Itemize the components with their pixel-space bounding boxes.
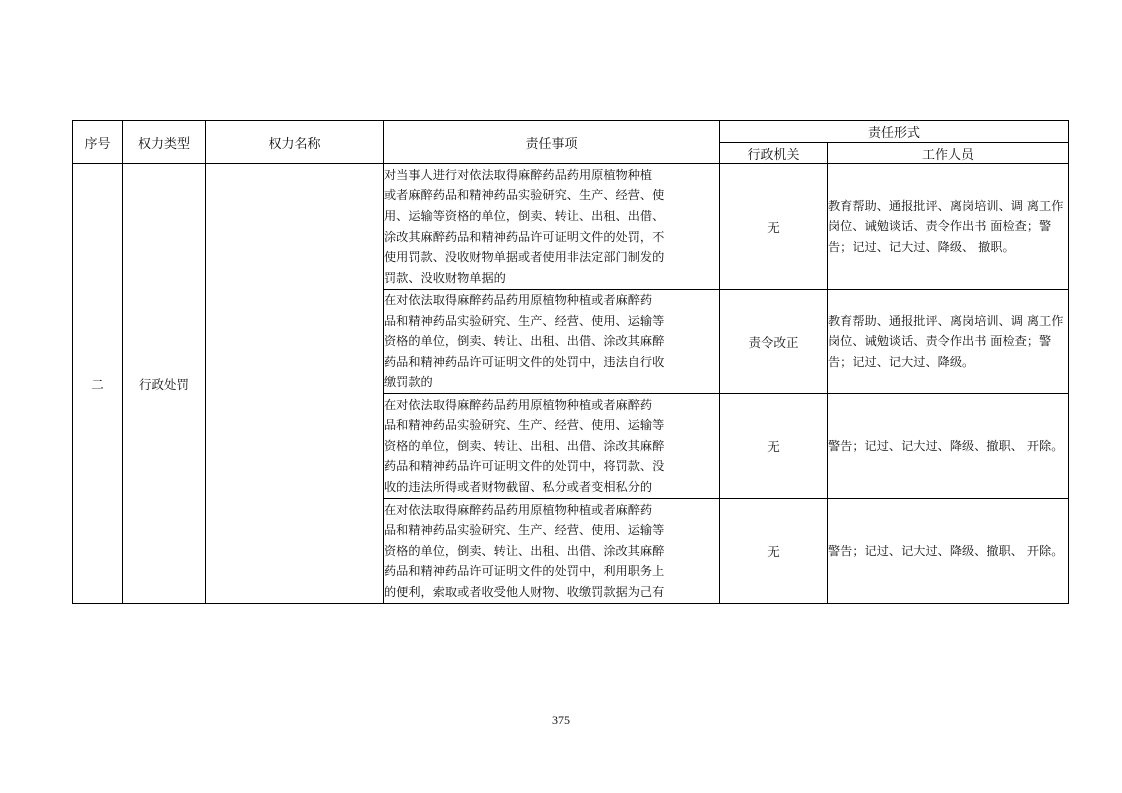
cell-agency: 无	[720, 394, 828, 499]
header-row-top	[73, 121, 1069, 143]
header-responsibility-form: 责任形式	[720, 121, 1069, 143]
cell-staff: 教育帮助、通报批评、离岗培训、调 离工作岗位、诫勉谈话、责令作出书 面检查；警告；记过、记大过、降级。	[828, 290, 1069, 394]
cell-staff: 警告；记过、记大过、降级、撤职、 开除。	[828, 394, 1069, 499]
header-power-type: 权力类型	[123, 121, 206, 164]
header-power-name: 权力名称	[206, 121, 384, 164]
cell-power-type: 行政处罚	[123, 164, 206, 604]
cell-power-name	[206, 164, 384, 604]
cell-agency: 责令改正	[720, 290, 828, 394]
header-responsibility-items: 责任事项	[384, 121, 720, 164]
header-staff: 工作人员	[828, 143, 1069, 164]
cell-staff: 教育帮助、通报批评、离岗培训、调 离工作岗位、诫勉谈话、责令作出书 面检查；警告；记过、记大过、降级、 撤职。	[828, 164, 1069, 290]
header-agency: 行政机关	[720, 143, 828, 164]
duty-table	[72, 120, 1069, 604]
header-seq: 序号	[73, 121, 123, 164]
cell-task: 在对依法取得麻醉药品药用原植物种植或者麻醉药 品和精神药品实验研究、生产、经营、使用、运输等 资格的单位，倒卖、转让、出租、出借、涂改其麻醉 药品和精神药品许可证明文件的处罚中，利用职务上 的便利，索取或者收受他人财物、收缴罚款据为己有	[384, 499, 720, 604]
cell-task: 在对依法取得麻醉药品药用原植物种植或者麻醉药 品和精神药品实验研究、生产、经营、使用、运输等 资格的单位，倒卖、转让、出租、出借、涂改其麻醉 药品和精神药品许可证明文件的处罚中，将罚款、没 收的违法所得或者财物截留、私分或者变相私分的	[384, 394, 720, 499]
cell-agency: 无	[720, 499, 828, 604]
cell-task: 在对依法取得麻醉药品药用原植物种植或者麻醉药 品和精神药品实验研究、生产、经营、使用、运输等 资格的单位，倒卖、转让、出租、出借、涂改其麻醉 药品和精神药品许可证明文件的处罚中，违法自行收 缴罚款的	[384, 290, 720, 394]
cell-task: 对当事人进行对依法取得麻醉药品药用原植物种植 或者麻醉药品和精神药品实验研究、生产、经营、使 用、运输等资格的单位，倒卖、转让、出租、出借、 涂改其麻醉药品和精神药品许可证明文件的处罚，不 使用罚款、没收财物单据或者使用非法定部门制发的 罚款、没收财物单据的	[384, 164, 720, 290]
cell-staff: 警告；记过、记大过、降级、撤职、 开除。	[828, 499, 1069, 604]
cell-seq: 二	[73, 164, 123, 604]
page-number: 375	[552, 713, 570, 727]
table-row	[73, 164, 1069, 290]
cell-agency: 无	[720, 164, 828, 290]
